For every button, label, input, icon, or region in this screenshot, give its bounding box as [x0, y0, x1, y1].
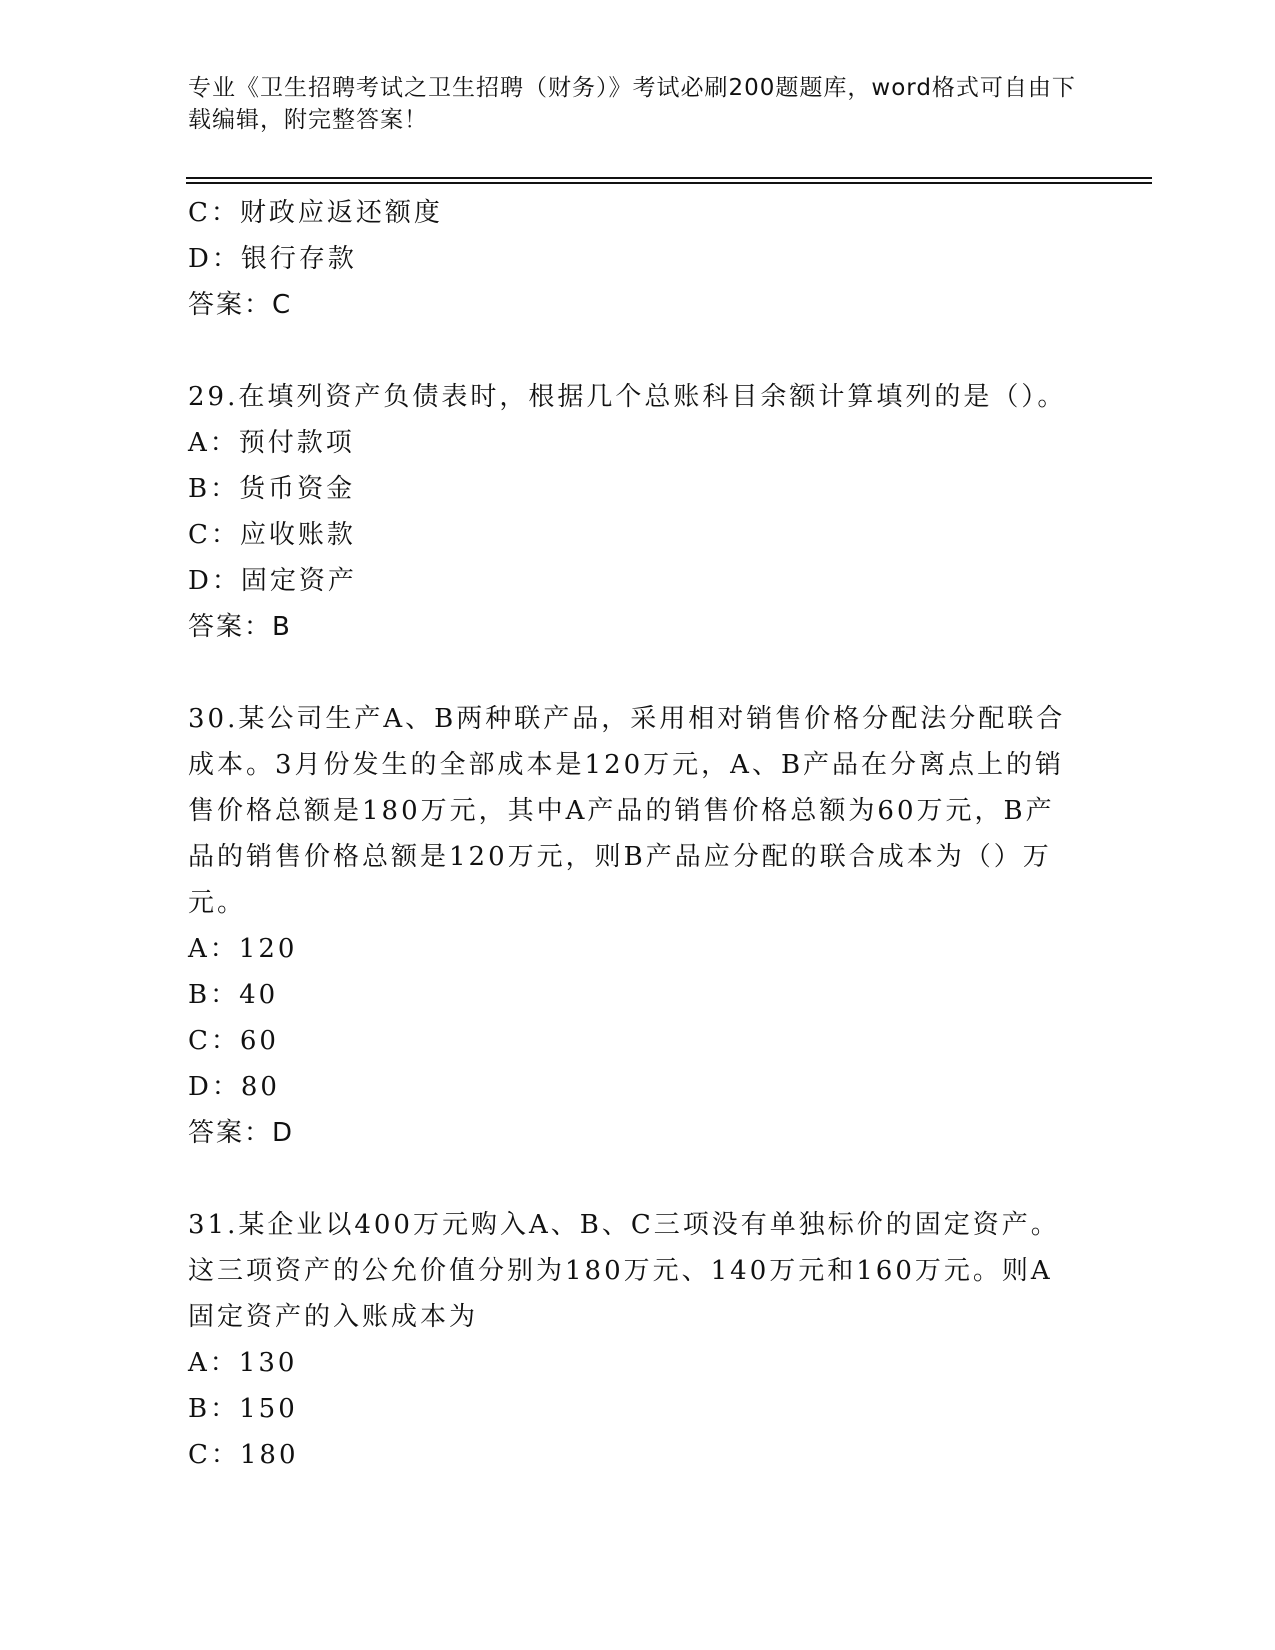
- option-a: A：120: [188, 934, 298, 964]
- option-d: D：银行存款: [188, 244, 357, 274]
- page-header: 专业《卫生招聘考试之卫生招聘（财务）》考试必刷200题题库，word格式可自由下载编辑，附完整答案！: [188, 75, 1076, 133]
- question-30: [188, 696, 1078, 1156]
- option-c: C：财政应返还额度: [188, 198, 443, 228]
- option-b: B：40: [188, 980, 279, 1010]
- question-31: [188, 1202, 1078, 1478]
- option-c: C：应收账款: [188, 520, 356, 550]
- header-divider-bottom: [186, 182, 1152, 184]
- option-d: D：80: [188, 1072, 280, 1102]
- option-b: B：150: [188, 1394, 298, 1424]
- spacer: [188, 1156, 1078, 1202]
- question-text: 30.某公司生产A、B两种联产品，采用相对销售价格分配法分配联合成本。3月份发生的全部成本是120万元，A、B产品在分离点上的销售价格总额是180万元，其中A产品的销售价格总额为60万元，B产品的销售价格总额是120万元，则B产品应分配的联合成本为（）万元。: [188, 704, 1066, 918]
- question-text: 31.某企业以400万元购入A、B、C三项没有单独标价的固定资产。这三项资产的公允价值分别为180万元、140万元和160万元。则A固定资产的入账成本为: [188, 1210, 1060, 1332]
- document-body: [188, 190, 1078, 1478]
- answer-line: 答案：D: [188, 1118, 295, 1148]
- spacer: [188, 650, 1078, 696]
- option-b: B：货币资金: [188, 474, 356, 504]
- header-divider-top: [186, 177, 1152, 179]
- question-text: 29.在填列资产负债表时，根据几个总账科目余额计算填列的是（）。: [188, 382, 1067, 412]
- option-c: C：180: [188, 1440, 299, 1470]
- option-c: C：60: [188, 1026, 279, 1056]
- answer-line: 答案：B: [188, 612, 292, 642]
- question-28-continuation: [188, 190, 1078, 328]
- option-d: D：固定资产: [188, 566, 357, 596]
- option-a: A：预付款项: [188, 428, 355, 458]
- option-a: A：130: [188, 1348, 298, 1378]
- answer-line: 答案：C: [188, 290, 293, 320]
- question-29: [188, 374, 1078, 650]
- spacer: [188, 328, 1078, 374]
